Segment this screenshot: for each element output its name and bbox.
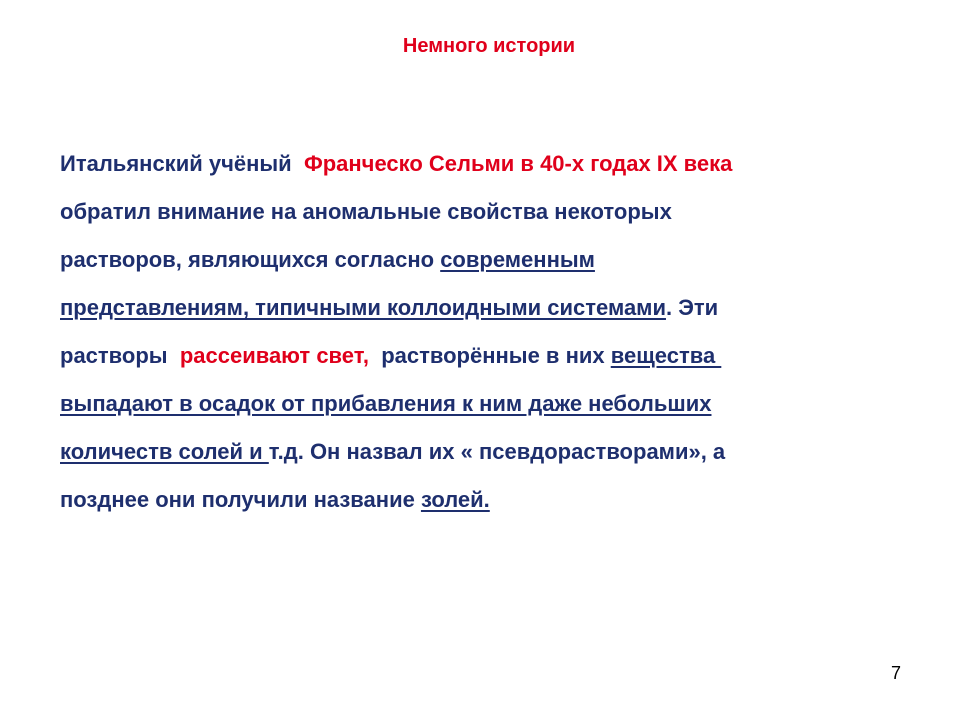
highlighted-text: рассеивают свет, [179,343,369,368]
underlined-text: современным [440,247,595,272]
text-segment: Итальянский учёный [60,151,304,176]
text-segment: т.д. Он назвал их « псевдорастворами», а [268,439,726,464]
paragraph-line-6 [60,380,920,428]
text-segment: растворов, являющихся согласно [60,247,441,272]
underlined-text: представлениям, типичными коллоидными системами [60,295,666,320]
paragraph-line-2 [60,188,920,236]
highlighted-text: Франческо Сельми в 40-х годах IX века [303,151,733,176]
underlined-text: выпадают в осадок от прибавления к ним даже небольших [60,391,712,416]
paragraph-line-7 [60,428,920,476]
paragraph-line-3 [60,236,920,284]
history-paragraph [60,140,920,524]
underlined-text: золей. [420,487,490,512]
text-segment: позднее они получили название [60,487,421,512]
page-number: 7 [890,663,901,683]
paragraph-line-1 [60,140,920,188]
slide-title: Немного истории [402,35,576,57]
paragraph-line-8 [60,476,920,524]
underlined-text: количеств солей и [60,439,269,464]
paragraph-line-5 [60,332,920,380]
text-segment: растворённые в них [368,343,611,368]
text-segment: . Эти [665,295,719,320]
paragraph-line-4 [60,284,920,332]
underlined-text: вещества [610,343,722,368]
text-segment: обратил внимание на аномальные свойства некоторых [60,199,672,224]
text-segment: растворы [60,343,180,368]
